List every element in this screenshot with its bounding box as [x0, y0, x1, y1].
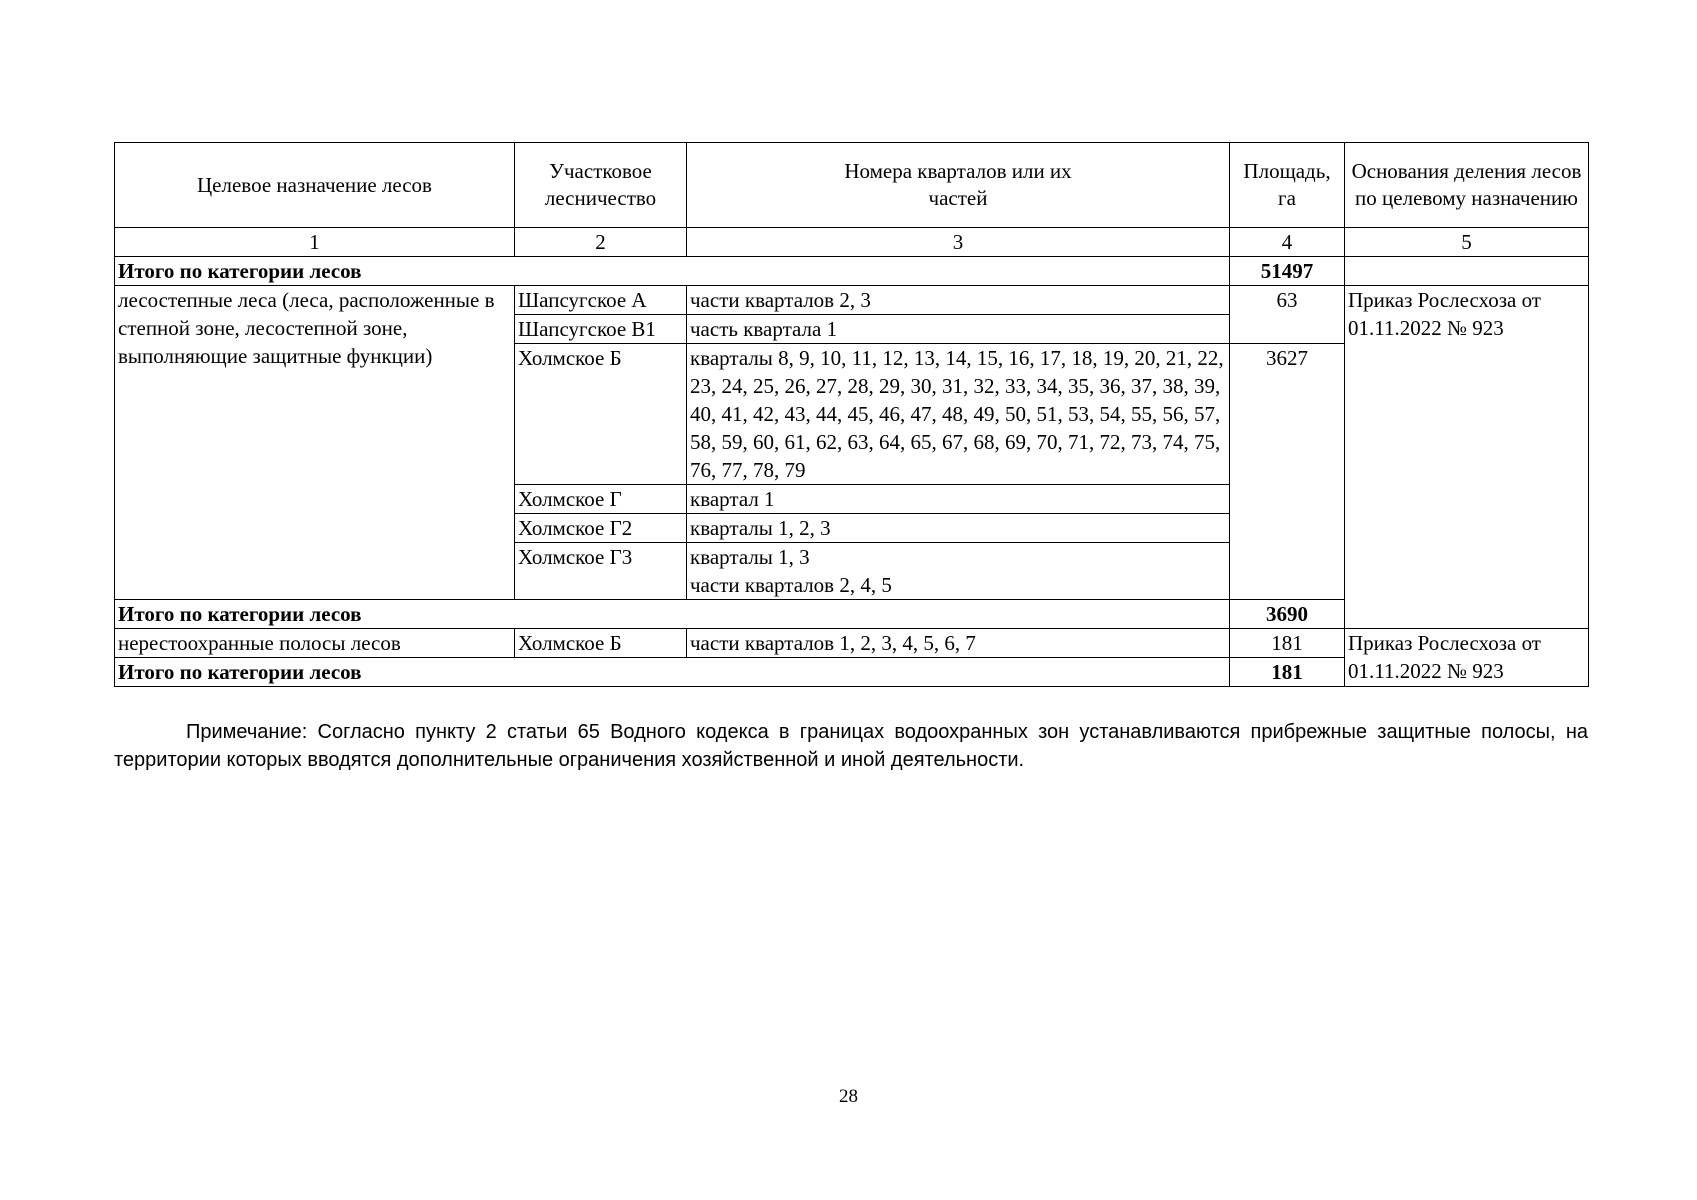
header-reason: Основания деления лесов по целевому назначению	[1345, 143, 1589, 228]
header-area: Площадь, га	[1230, 143, 1345, 228]
col-number: 5	[1345, 228, 1589, 257]
col-number: 1	[115, 228, 515, 257]
quarters-cell	[687, 543, 1230, 600]
header-quarters: Номера кварталов или их частей	[687, 143, 1230, 228]
quarters-cell: кварталы 8, 9, 10, 11, 12, 13, 14, 15, 16, 17, 18, 19, 20, 21, 22, 23, 24, 25, 26, 27, 28, 29, 30, 31, 32, 33, 34, 35, 36, 37, 38, 39, 40, 41, 42, 43, 44, 45, 46, 47, 48, 49, 50, 51, 53, 54, 55, 56, 57, 58, 59, 60, 61, 62, 63, 64, 65, 67, 68, 69, 70, 71, 72, 73, 74, 75, 76, 77, 78, 79	[687, 344, 1230, 485]
forestry-cell: Холмское Г3	[515, 543, 687, 600]
total-area: 51497	[1230, 257, 1345, 286]
category-cell: нерестоохранные полосы лесов	[115, 629, 515, 658]
table-row	[115, 286, 1589, 315]
header-forestry: Участковое лесничество	[515, 143, 687, 228]
header-row	[115, 143, 1589, 228]
total-label: Итого по категории лесов	[115, 257, 1230, 286]
area-cell: 63	[1230, 286, 1345, 344]
header-purpose: Целевое назначение лесов	[115, 143, 515, 228]
quarters-line: части кварталов 2, 4, 5	[690, 573, 892, 597]
empty-cell	[1345, 257, 1589, 286]
area-cell: 3627	[1230, 344, 1345, 600]
total-label: Итого по категории лесов	[115, 658, 1230, 687]
category-cell: лесостепные леса (леса, расположенные в степной зоне, лесостепной зоне, выполняющие защитные функции)	[115, 286, 515, 600]
page-number: 28	[839, 1086, 858, 1107]
quarters-cell: кварталы 1, 2, 3	[687, 514, 1230, 543]
total-area: 3690	[1230, 600, 1345, 629]
col-number: 3	[687, 228, 1230, 257]
forestry-cell: Шапсугское В1	[515, 315, 687, 344]
forestry-cell: Шапсугское А	[515, 286, 687, 315]
footnote: Примечание: Согласно пункту 2 статьи 65 Водного кодекса в границах водоохранных зон устанавливаются прибрежные защитные полосы, на территории которых вводятся дополнительные ограничения хозяйственной и иной деятельности.	[114, 721, 1588, 771]
quarters-cell: части кварталов 1, 2, 3, 4, 5, 6, 7	[687, 629, 1230, 658]
quarters-cell: часть квартала 1	[687, 315, 1230, 344]
total-area: 181	[1230, 658, 1345, 687]
forest-purpose-table	[114, 142, 1589, 687]
quarters-cell: квартал 1	[687, 485, 1230, 514]
forestry-cell: Холмское Б	[515, 344, 687, 485]
total-row	[115, 257, 1589, 286]
quarters-line: кварталы 1, 3	[690, 545, 810, 569]
reason-cell: Приказ Рослесхоза от 01.11.2022 № 923	[1345, 629, 1589, 687]
col-number: 2	[515, 228, 687, 257]
forestry-cell: Холмское Г	[515, 485, 687, 514]
reason-cell: Приказ Рослесхоза от 01.11.2022 № 923	[1345, 286, 1589, 629]
column-number-row	[115, 228, 1589, 257]
forestry-cell: Холмское Г2	[515, 514, 687, 543]
area-cell: 181	[1230, 629, 1345, 658]
total-label: Итого по категории лесов	[115, 600, 1230, 629]
table-row	[115, 629, 1589, 658]
forestry-cell: Холмское Б	[515, 629, 687, 658]
quarters-cell: части кварталов 2, 3	[687, 286, 1230, 315]
col-number: 4	[1230, 228, 1345, 257]
